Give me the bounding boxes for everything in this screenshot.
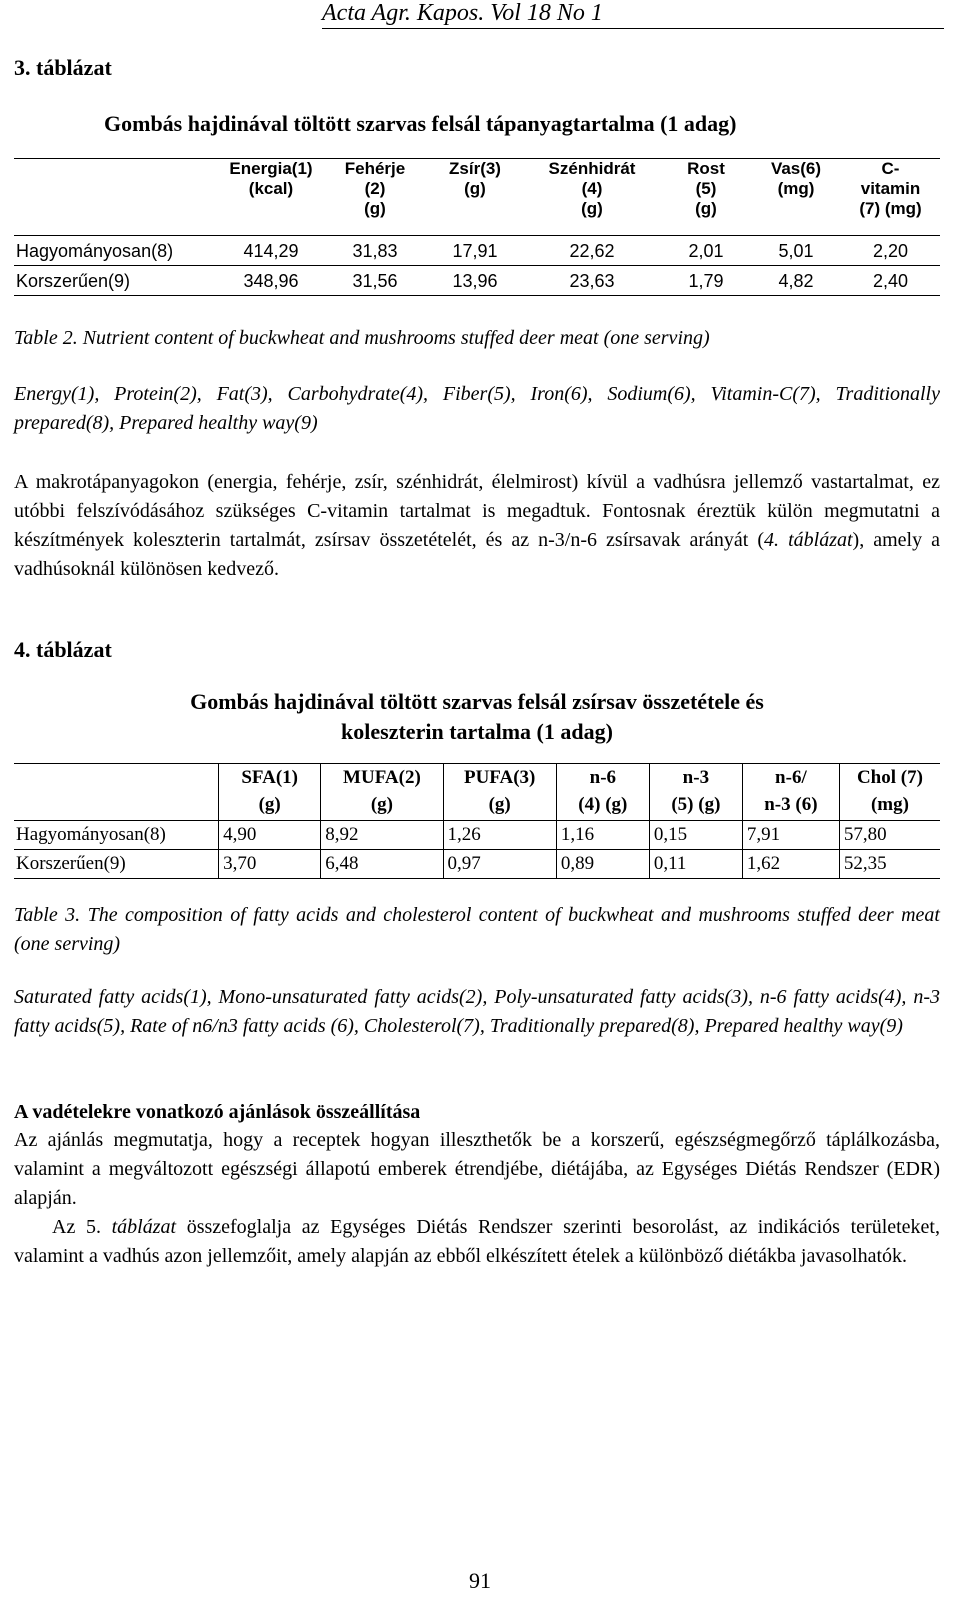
table-cell: 2,40 (841, 266, 940, 296)
table4-title-line: koleszterin tartalma (1 adag) (341, 719, 613, 744)
col-header-line: (g) (695, 199, 717, 218)
row-label: Hagyományosan(8) (14, 821, 219, 850)
col-header-line: Vas(6) (770, 159, 822, 178)
table4-col-header (321, 764, 443, 821)
table4-col-header (556, 764, 649, 821)
table-row (14, 821, 940, 850)
table3-caption: Table 2. Nutrient content of buckwheat and mushrooms stuffed deer meat (one serving) (14, 327, 710, 349)
table-cell: 8,92 (321, 821, 443, 850)
table4 (14, 763, 940, 879)
col-header-line: Szénhidrát (548, 159, 636, 178)
table-cell: 2,20 (841, 236, 940, 266)
row-label: Korszerűen(9) (14, 266, 219, 296)
table-cell: 0,97 (443, 850, 556, 879)
table-cell: 7,91 (742, 821, 839, 850)
col-header-line: MUFA(2) (343, 767, 421, 788)
table3-title: Gombás hajdinával töltött szarvas felsál tápanyagtartalma (1 adag) (104, 111, 737, 136)
table3-col-header (427, 159, 523, 236)
col-header-line: (5) (g) (671, 794, 721, 815)
table3-col-header (751, 159, 841, 236)
header-rule (322, 28, 944, 29)
col-header-line: C- (881, 159, 900, 178)
col-header-line: (mg) (870, 794, 909, 815)
col-header-line: Energia(1) (229, 159, 313, 178)
table-cell: 4,90 (219, 821, 321, 850)
col-header-line: (7) (mg) (859, 199, 922, 218)
table-reference: 4. táblázat (764, 529, 853, 551)
table3-col-header (523, 159, 661, 236)
table4-title (14, 687, 940, 747)
table-cell: 1,62 (742, 850, 839, 879)
table4-title-line: Gombás hajdinával töltött szarvas felsál zsírsav összetétele és (190, 689, 764, 714)
paragraph-text: A makrotápanyagokon (energia, fehérje, zsír, szénhidrát, élelmirost) kívül a vadhúsra jellemző vastartalmat, ez utóbbi felszívódásához szükséges C-vitamin tartalmat is megadtuk. Fontosnak éreztük külön megmutatni a készítmények koleszterin tartalmát, zsírsav összetételét, és az n-3/n-6 zsírsavak arányát ( (14, 471, 940, 551)
table-row (14, 850, 940, 879)
col-header-line: SFA(1) (241, 767, 298, 788)
col-header-line: n-6 (589, 767, 617, 788)
table3-header-row (14, 159, 940, 236)
table-cell: 1,79 (661, 266, 751, 296)
table-cell: 2,01 (661, 236, 751, 266)
row-label: Korszerűen(9) (14, 850, 219, 879)
col-header-line: n-6/ (775, 767, 807, 788)
table4-col-header (839, 764, 940, 821)
section-heading: A vadételekre vonatkozó ajánlások összeállítása (14, 1101, 421, 1123)
table3-col-header (219, 159, 323, 236)
table4-col-header (443, 764, 556, 821)
col-header-line: Fehérje (344, 159, 406, 178)
table4-corner-cell (14, 764, 219, 821)
col-header-line: (2) (364, 179, 386, 198)
section-paragraph-1: Az ajánlás megmutatja, hogy a receptek hogyan illeszthetők be a korszerű, egészségmegőrző táplálkozásba, valamint a megváltozott egészségi állapotú emberek étrendjébe, diétájába, az Egységes Diétás Rendszer (EDR) alapján. (14, 1129, 940, 1209)
table4-label: 4. táblázat (14, 637, 112, 662)
table-cell: 17,91 (427, 236, 523, 266)
table-cell: 0,15 (649, 821, 742, 850)
table4-col-header (742, 764, 839, 821)
table3-legend: Energy(1), Protein(2), Fat(3), Carbohydrate(4), Fiber(5), Iron(6), Sodium(6), Vitamin-C(7), Traditionally prepared(8), Prepared healthy way(9) (14, 383, 940, 434)
col-header-line: (g) (464, 179, 486, 198)
section-paragraph-2 (14, 1213, 940, 1271)
table-cell: 348,96 (219, 266, 323, 296)
table3-corner-cell (14, 159, 219, 236)
table-cell: 414,29 (219, 236, 323, 266)
table3-label: 3. táblázat (14, 55, 112, 80)
col-header-line: (g) (364, 199, 386, 218)
col-header-line: (g) (488, 794, 511, 815)
table-cell: 0,89 (556, 850, 649, 879)
table3 (14, 158, 940, 296)
table-cell: 52,35 (839, 850, 940, 879)
col-header-line: n-3 (6) (764, 794, 818, 815)
col-header-line: (5) (695, 179, 717, 198)
col-header-line: (kcal) (248, 179, 294, 198)
table-cell: 31,83 (323, 236, 427, 266)
table4-legend: Saturated fatty acids(1), Mono-unsaturated fatty acids(2), Poly-unsaturated fatty acids(3), n-6 fatty acids(4), n-3 fatty acids(5), Rate of n6/n3 fatty acids (6), Cholesterol(7), Traditionally prepared(8), Prepared healthy way(9) (14, 986, 940, 1037)
table-cell: 13,96 (427, 266, 523, 296)
col-header-line: Rost (687, 159, 725, 178)
table3-col-header (841, 159, 940, 236)
table4-col-header (649, 764, 742, 821)
col-header-line: (g) (581, 199, 603, 218)
table-cell: 0,11 (649, 850, 742, 879)
table-cell: 1,26 (443, 821, 556, 850)
table-cell: 5,01 (751, 236, 841, 266)
col-header-line: (mg) (777, 179, 815, 198)
table3-col-header (323, 159, 427, 236)
col-header-line: Zsír(3) (449, 159, 501, 178)
table4-caption: Table 3. The composition of fatty acids and cholesterol content of buckwheat and mushrooms stuffed deer meat (one serving) (14, 904, 940, 955)
table-cell: 3,70 (219, 850, 321, 879)
table-cell: 31,56 (323, 266, 427, 296)
col-header-line: (g) (370, 794, 393, 815)
col-header-line: (g) (258, 794, 281, 815)
col-header-line: n-3 (682, 767, 710, 788)
col-header-line: Chol (7) (856, 767, 923, 788)
table-cell: 22,62 (523, 236, 661, 266)
table-cell: 57,80 (839, 821, 940, 850)
col-header-line: PUFA(3) (463, 767, 536, 788)
journal-header: Acta Agr. Kapos. Vol 18 No 1 (322, 0, 603, 26)
paragraph-text: Az 5. (52, 1216, 112, 1238)
table-row (14, 236, 940, 266)
table3-col-header (661, 159, 751, 236)
table-cell: 6,48 (321, 850, 443, 879)
col-header-line: vitamin (860, 179, 921, 198)
table4-header-row (14, 764, 940, 821)
col-header-line: (4) (g) (578, 794, 628, 815)
table-cell: 23,63 (523, 266, 661, 296)
page-number: 91 (469, 1568, 491, 1593)
row-label: Hagyományosan(8) (14, 236, 219, 266)
col-header-line: (4) (581, 179, 603, 198)
table-row (14, 266, 940, 296)
table-cell: 4,82 (751, 266, 841, 296)
paragraph-text: ), amely a vadhúsoknál különösen kedvező. (14, 529, 941, 580)
body-paragraph (14, 468, 940, 584)
table4-col-header (219, 764, 321, 821)
table-cell: 1,16 (556, 821, 649, 850)
paragraph-text: összefoglalja az Egységes Diétás Rendszer szerinti besorolást, az indikációs területeket, valamint a vadhús azon jellemzőit, amely alapján az ebből elkészített ételek a különböző diétákba javasolhatók. (14, 1216, 940, 1267)
table-reference: táblázat (111, 1216, 177, 1238)
